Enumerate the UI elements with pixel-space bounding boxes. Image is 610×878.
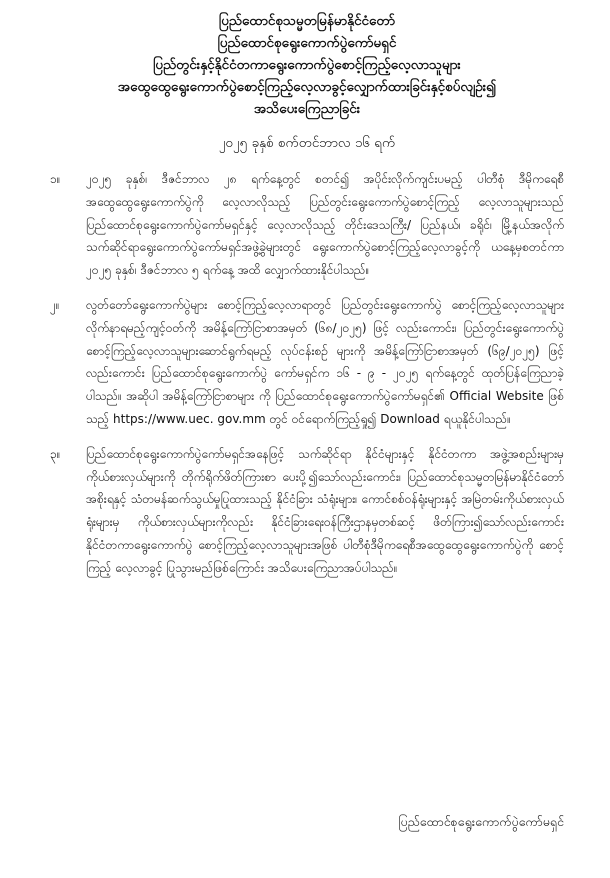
header-line-announcement: အသိပေးကြေညာခြင်း — [253, 101, 361, 117]
document-header — [50, 10, 564, 120]
document-date: ၂၀၂၅ ခုနှစ် စက်တင်ဘာလ ၁၆ ရက် — [218, 135, 396, 151]
paragraph-text: ပြည်ထောင်စုရွေးကောက်ပွဲကော်မရှင်အနေဖြင့် သက်ဆိုင်ရာ နိုင်ငံများနှင့် နိုင်ငံတကာ အဖွဲ့အစည်းများမှကိုယ်စားလှယ်များကို တိုက်ရိုက်ဖိတ်ကြားစာ ပေးပို့၍သော်လည်းကောင်း၊ ပြည်ထောင်စုသမ္မတမြန်မာနိုင်ငံတော်အစိုးရနှင့် သံတမန်ဆက်သွယ်မှုပြုထားသည့် နိုင်ငံခြား သံရုံးများ၊ ကောင်စစ်ဝန်ရုံးများနှင့် အမြဲတမ်းကိုယ်စားလှယ်ရုံးများမှ ကိုယ်စားလှယ်များကိုလည်း နိုင်ငံခြားရေးဝန်ကြီးဌာနမှတစ်ဆင့် ဖိတ်ကြား၍သော်လည်းကောင်း နိုင်ငံတကာရွေးကောက်ပွဲ စောင့်ကြည့်လေ့လာသူများအဖြစ် ပါတီစုံဒီမိုကရေစီအထွေထွေရွေးကောက်ပွဲကို စောင့်ကြည့် လေ့လာခွင့် ပြုသွားမည်ဖြစ်ကြောင်း အသိပေးကြေညာအပ်ပါသည်။ — [86, 446, 564, 575]
header-line-subject: အထွေထွေရွေးကောက်ပွဲစောင့်ကြည့်လေ့လာခွင့်လျှောက်ထားခြင်းနှင့်စပ်လျဉ်း၍ — [117, 79, 497, 95]
signature-commission: ပြည်ထောင်စုရွေးကောက်ပွဲကော်မရှင် — [398, 814, 564, 829]
paragraph-1 — [50, 168, 564, 282]
paragraph-number: ၂။ — [50, 297, 60, 312]
paragraph-number: ၁။ — [50, 172, 61, 186]
paragraph-number: ၃။ — [50, 446, 61, 461]
header-line-country: ပြည်ထောင်စုသမ္မတမြန်မာနိုင်ငံတော် — [218, 13, 396, 29]
paragraph-text: လွတ်တော်ရွေးကောက်ပွဲများ စောင့်ကြည့်လေ့လာရာတွင် ပြည်တွင်းရွေးကောက်ပွဲ စောင့်ကြည့်လေ့လာသူများလိုက်နာရမည့်ကျင့်ဝတ်ကို အမိန့်ကြော်ငြာစာအမှတ် (၆၈/၂၀၂၅) ဖြင့် လည်းကောင်း၊ ပြည်တွင်းရွေးကောက်ပွဲစောင့်ကြည့်လေ့လာသူများဆောင်ရွက်ရမည့် လုပ်ငန်းစဉ် များကို အမိန့်ကြော်ငြာစာအမှတ် (၆၉/၂၀၂၅) ဖြင့်လည်းကောင်း ပြည်ထောင်စုရွေးကောက်ပွဲ ကော်မရှင်က ၁၆ - ၉ - ၂၀၂၅ ရက်နေ့တွင် ထုတ်ပြန်ကြေညာခဲ့ပါသည်။ အဆိုပါ အမိန့်ကြော်ငြာစာများ ကို ပြည်ထောင်စုရွေးကောက်ပွဲကော်မရှင်၏ Official Website ဖြစ်သည့် https://www.uec. gov.mm တွင် ဝင်ရောက်ကြည့်ရှု၍ Download ရယူနိုင်ပါသည်။ — [86, 297, 564, 426]
paragraph-2 — [50, 294, 564, 431]
paragraph-text: ၂၀၂၅ ခုနှစ်၊ ဒီဇင်ဘာလ ၂၈ ရက်နေ့တွင် စတင်၍ အပိုင်းလိုက်ကျင်းပမည့် ပါတီစုံ ဒီမိုကရေစီအထွေထွေရွေးကောက်ပွဲကို လေ့လာလိုသည့် ပြည်တွင်းရွေးကောက်ပွဲစောင့်ကြည့် လေ့လာသူများသည် ပြည်ထောင်စုရွေးကောက်ပွဲကော်မရှင်နှင့် လေ့လာလိုသည့် တိုင်းဒေသကြီး/ ပြည်နယ်၊ ခရိုင်၊ မြို့နယ်အလိုက် သက်ဆိုင်ရာရွေးကောက်ပွဲကော်မရှင်အဖွဲ့ခွဲများတွင် ရွေးကောက်ပွဲစောင့်ကြည့်လေ့လာခွင့်ကို ယနေ့မှစတင်ကာ ၂၀၂၅ ခုနှစ်၊ ဒီဇင်ဘာလ ၅ ရက်နေ့ အထိ လျှောက်ထားနိုင်ပါသည်။ — [86, 172, 564, 278]
paragraph-3 — [50, 443, 564, 580]
header-line-observers: ပြည်တွင်းနှင့်နိုင်ငံတကာရွေးကောက်ပွဲစောင့်ကြည့်လေ့လာသူများ — [153, 57, 461, 73]
header-line-commission: ပြည်ထောင်စုရွေးကောက်ပွဲကော်မရှင် — [217, 35, 397, 51]
